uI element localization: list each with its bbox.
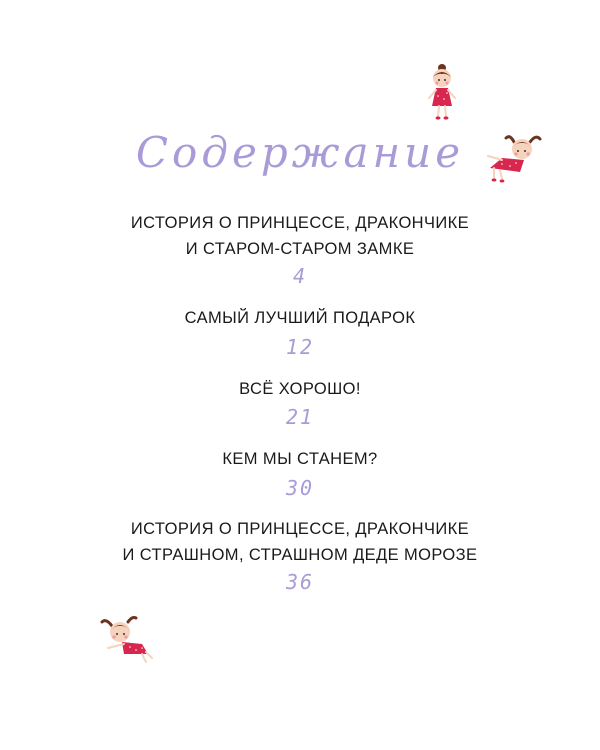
page-title: Содержание (135, 128, 465, 177)
toc-entry-line: ИСТОРИЯ О ПРИНЦЕССЕ, ДРАКОНЧИКЕ (130, 214, 470, 232)
toc-page-number[interactable]: 12 (285, 335, 315, 359)
flying-girl-illustration (98, 614, 154, 666)
toc-entry-line: ИСТОРИЯ О ПРИНЦЕССЕ, ДРАКОНЧИКЕ (130, 520, 470, 538)
toc-page-number[interactable]: 21 (285, 405, 315, 429)
toc-entry-title[interactable] (0, 516, 600, 568)
toc-entry-line: И СТРАШНОМ, СТРАШНОМ ДЕДЕ МОРОЗЕ (122, 546, 478, 564)
toc-entry-title[interactable] (0, 376, 600, 402)
toc-entry-line: ВСЁ ХОРОШО! (239, 380, 361, 398)
toc-entry-title[interactable] (0, 210, 600, 262)
toc-entry-title[interactable] (0, 305, 600, 331)
flying-girl-illustration (420, 62, 464, 124)
toc-entry-line: САМЫЙ ЛУЧШИЙ ПОДАРОК (184, 309, 416, 327)
toc-entry-title[interactable] (0, 446, 600, 472)
toc-page-number[interactable]: 4 (292, 264, 308, 288)
toc-page-number[interactable]: 30 (285, 476, 315, 500)
toc-entry-line: КЕМ МЫ СТАНЕМ? (222, 450, 378, 468)
toc-entry-line: И СТАРОМ-СТАРОМ ЗАМКЕ (185, 240, 415, 258)
toc-page-number[interactable]: 36 (285, 570, 315, 594)
